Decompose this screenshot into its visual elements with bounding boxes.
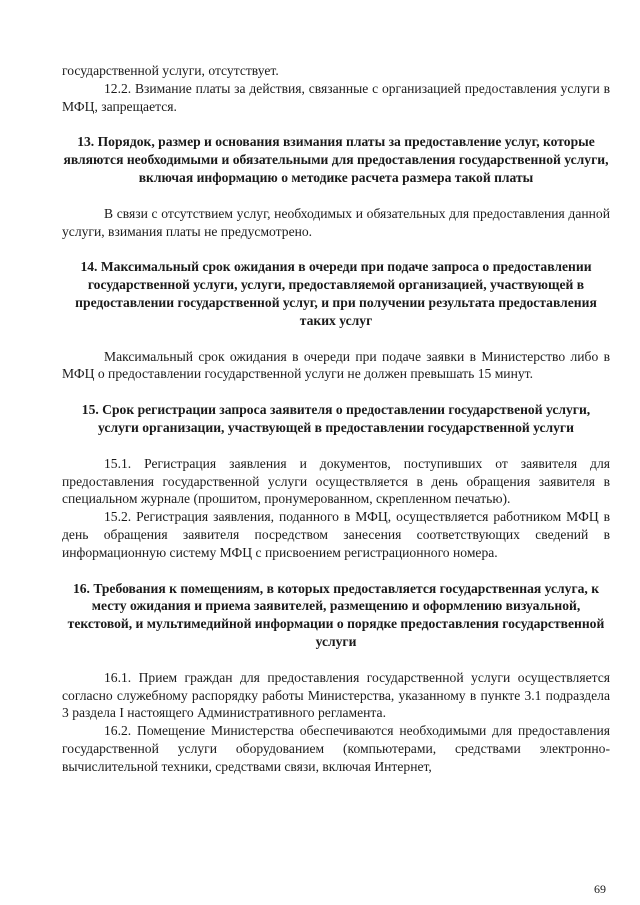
- paragraph-16-1: 16.1. Прием граждан для предоставления государственной услуги осуществляется согласно служебному распорядку работы Министерства, указанному в пункте 3.1 подраздела 3 раздела I настоящего Административного регламента.: [62, 669, 610, 721]
- heading-section-14: 14. Максимальный срок ожидания в очереди при подаче запроса о предоставлении государственной услуги, услуги, предоставляемой организацией, участвующей в предоставлении государственной услуг, и при получении результата предоставления таких услуг: [75, 259, 597, 328]
- heading-section-16: 16. Требования к помещениям, в которых предоставляется государственная услуга, к месту ожидания и приема заявителей, размещению и оформлению визуальной, текстовой, и мультимедийной информации о порядке предоставления государственной услуги: [67, 580, 605, 649]
- heading-section-15: 15. Срок регистрации запроса заявителя о предоставлении государственой услуги, услуги организации, участвующей в предоставлении государственной услуги: [81, 402, 591, 435]
- paragraph-15-1: 15.1. Регистрация заявления и документов, поступивших от заявителя для предоставления государственной услуги осуществляется в день обращения заявителя в специальном журнале (прошитом, пронумерованном, скрепленном печатью).: [62, 455, 610, 507]
- paragraph-13: В связи с отсутствием услуг, необходимых и обязательных для предоставления данной услуги, взимания платы не предусмотрено.: [62, 205, 610, 239]
- page-content: [62, 62, 610, 776]
- paragraph-14: Максимальный срок ожидания в очереди при подаче заявки в Министерство либо в МФЦ о предоставлении государственной услуги не должен превышать 15 минут.: [62, 348, 610, 382]
- paragraph-12-2: 12.2. Взимание платы за действия, связанные с организацией предоставления услуги в МФЦ, запрещается.: [62, 80, 610, 114]
- paragraph-16-2: 16.2. Помещение Министерства обеспечиваются необходимыми для предоставления государственной услуги оборудованием (компьютерами, средствами электронно-вычислительной техники, средствами связи, включая Интернет,: [62, 723, 610, 774]
- heading-section-13: 13. Порядок, размер и основания взимания платы за предоставление услуг, которые являются необходимыми и обязательными для предоставления государственной услуги, включая информацию о методике расчета размера такой платы: [63, 134, 609, 185]
- paragraph-continued: государственной услуги, отсутствует.: [62, 63, 279, 78]
- page-number: 69: [594, 882, 606, 896]
- paragraph-15-2: 15.2. Регистрация заявления, поданного в МФЦ, осуществляется работником МФЦ в день обращения заявителя посредством занесения соответствующих сведений в информационную систему МФЦ с присвоением регистрационного номера.: [62, 509, 610, 560]
